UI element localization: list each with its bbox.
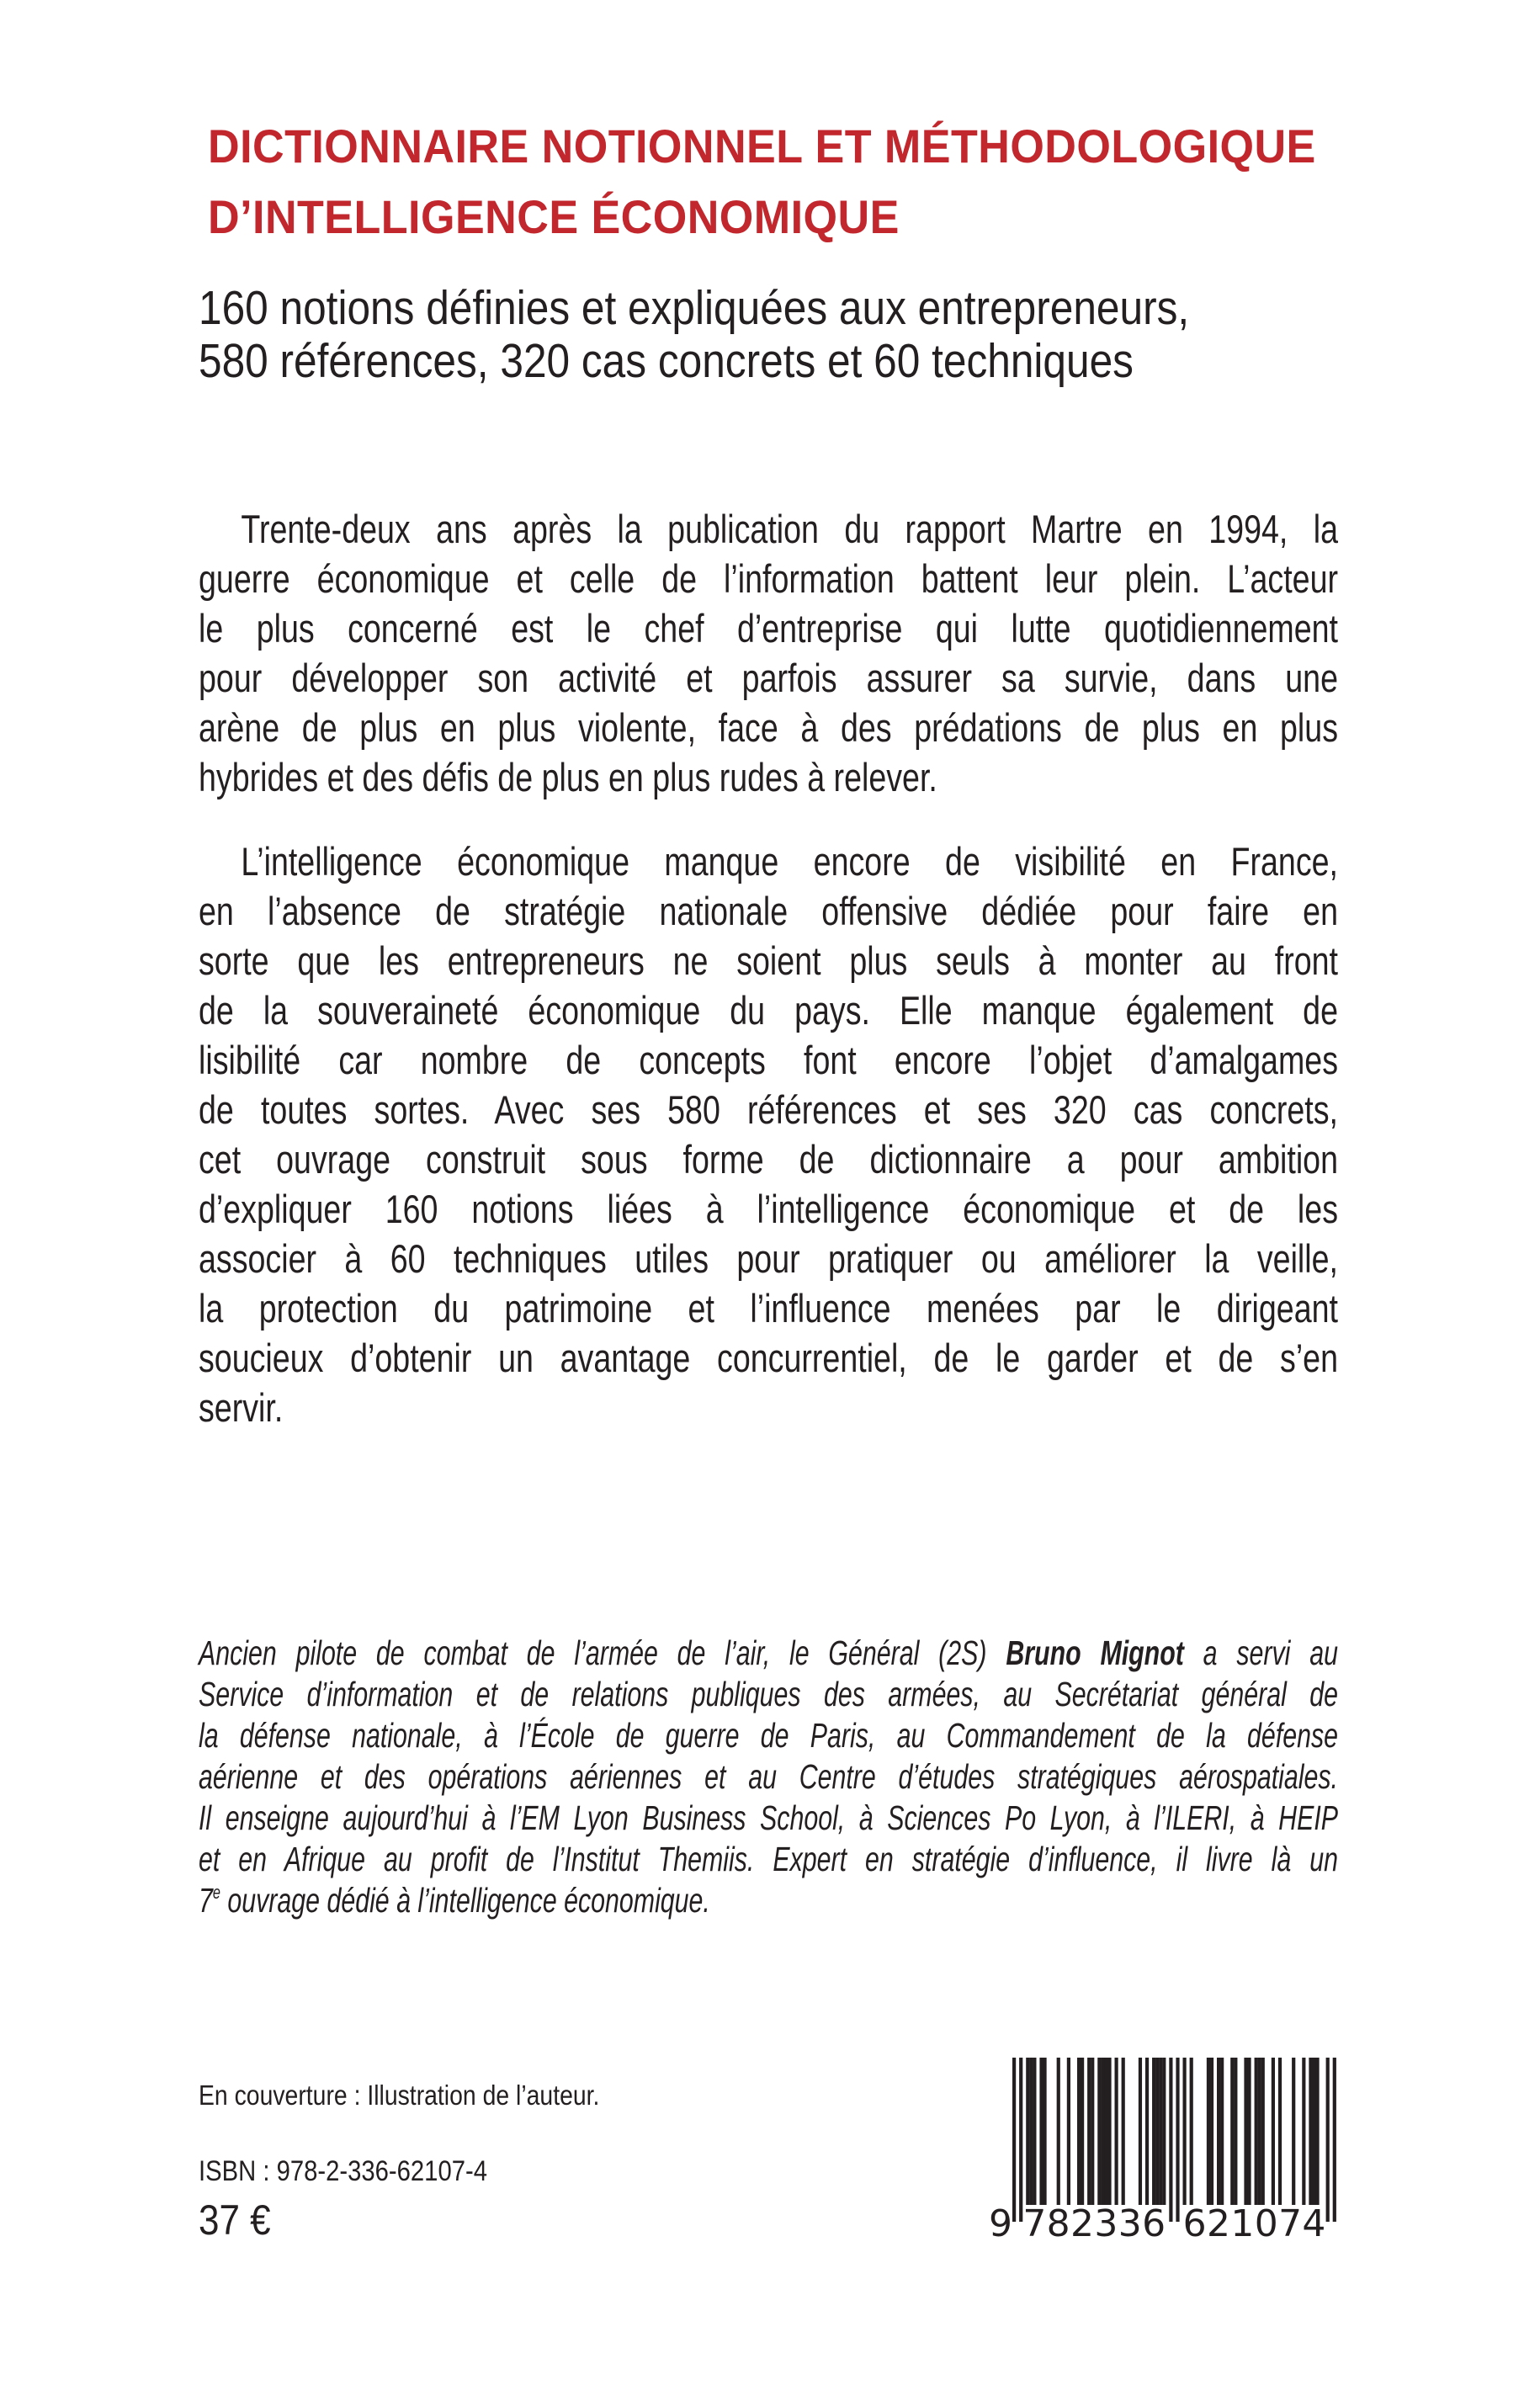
author-bio-line: Service d’information et de relations publiques des armées, au Secrétariat général de (199, 1675, 1338, 1713)
svg-text:7: 7 (1022, 2202, 1047, 2245)
svg-text:6: 6 (1182, 2202, 1207, 2245)
author-bio-text: Ancien pilote de combat de l’armée de l’air, le Général (2S) (199, 1633, 1006, 1672)
book-subtitle-line-1: 160 notions définies et expliquées aux entrepreneurs, (199, 281, 1190, 335)
summary-line: d’expliquer 160 notions liées à l’intelligence économique et de les (199, 1187, 1338, 1231)
isbn-barcode (976, 2053, 1346, 2247)
author-bio-line (199, 1634, 1338, 1671)
svg-text:7: 7 (1278, 2202, 1303, 2245)
svg-text:2: 2 (1207, 2202, 1231, 2245)
ordinal-number: 7 (199, 1881, 213, 1920)
svg-text:0: 0 (1254, 2202, 1278, 2245)
barcode-graphic (976, 2053, 1346, 2247)
svg-text:8: 8 (1046, 2202, 1070, 2245)
summary-line: de toutes sortes. Avec ses 580 références et ses 320 cas concrets, (199, 1087, 1338, 1132)
summary-line: de la souveraineté économique du pays. Elle manque également de (199, 988, 1338, 1033)
author-bio-line: aérienne et des opérations aériennes et au Centre d’études stratégiques aérospatiales. (199, 1757, 1338, 1796)
book-subtitle-line-2: 580 références, 320 cas concrets et 60 techniques (199, 334, 1134, 388)
summary-line: le plus concerné est le chef d’entreprise qui lutte quotidiennement (199, 606, 1338, 651)
summary-line: lisibilité car nombre de concepts font encore l’objet d’amalgames (199, 1038, 1338, 1082)
svg-text:1: 1 (1230, 2202, 1255, 2245)
svg-text:3: 3 (1094, 2202, 1118, 2245)
summary-line: Trente-deux ans après la publication du rapport Martre en 1994, la (241, 507, 1338, 551)
summary-line: la protection du patrimoine et l’influence menées par le dirigeant (199, 1286, 1338, 1331)
author-bio-line: la défense nationale, à l’École de guerre de Paris, au Commandement de la défense (199, 1716, 1338, 1755)
summary-line: associer à 60 techniques utiles pour pratiquer ou améliorer la veille, (199, 1236, 1338, 1281)
author-bio-text: a servi au (1183, 1633, 1338, 1672)
cover-credit: En couverture : Illustration de l’auteur. (199, 2080, 600, 2111)
author-bio-line (199, 1882, 1338, 1919)
summary-line: pour développer son activité et parfois assurer sa survie, dans une (199, 656, 1338, 700)
author-bio-text: ouvrage dédié à l’intelligence économique. (220, 1881, 710, 1920)
ordinal-superscript: e (212, 1882, 220, 1903)
summary-line: guerre économique et celle de l’information battent leur plein. L’acteur (199, 556, 1338, 601)
price: 37 € (199, 2196, 271, 2244)
svg-text:6: 6 (1142, 2202, 1166, 2245)
summary-line: en l’absence de stratégie nationale offensive dédiée pour faire en (199, 889, 1338, 933)
summary-line: arène de plus en plus violente, face à des prédations de plus en plus (199, 705, 1338, 750)
summary-line: cet ouvrage construit sous forme de dictionnaire a pour ambition (199, 1137, 1338, 1182)
author-bio-line: Il enseigne aujourd’hui à l’EM Lyon Business School, à Sciences Po Lyon, à l’ILERI, à HEIP (199, 1798, 1338, 1837)
book-title-line-1: DICTIONNAIRE NOTIONNEL ET MÉTHODOLOGIQUE (208, 120, 1316, 173)
svg-text:3: 3 (1118, 2202, 1142, 2245)
summary-line: hybrides et des défis de plus en plus rudes à relever. (199, 755, 937, 799)
summary-line: soucieux d’obtenir un avantage concurrentiel, de le garder et de s’en (199, 1336, 1338, 1380)
book-title-line-2: D’INTELLIGENCE ÉCONOMIQUE (208, 190, 900, 243)
author-name: Bruno Mignot (1006, 1633, 1184, 1672)
summary-line: servir. (199, 1385, 284, 1430)
isbn: ISBN : 978-2-336-62107-4 (199, 2155, 487, 2187)
svg-text:2: 2 (1070, 2202, 1095, 2245)
author-bio-line: et en Afrique au profit de l’Institut Themiis. Expert en stratégie d’influence, il livre là un (199, 1840, 1338, 1878)
svg-text:4: 4 (1302, 2202, 1326, 2245)
summary-line: L’intelligence économique manque encore de visibilité en France, (241, 839, 1338, 884)
svg-text:9: 9 (989, 2202, 1012, 2245)
summary-line: sorte que les entrepreneurs ne soient plus seuls à monter au front (199, 938, 1338, 983)
